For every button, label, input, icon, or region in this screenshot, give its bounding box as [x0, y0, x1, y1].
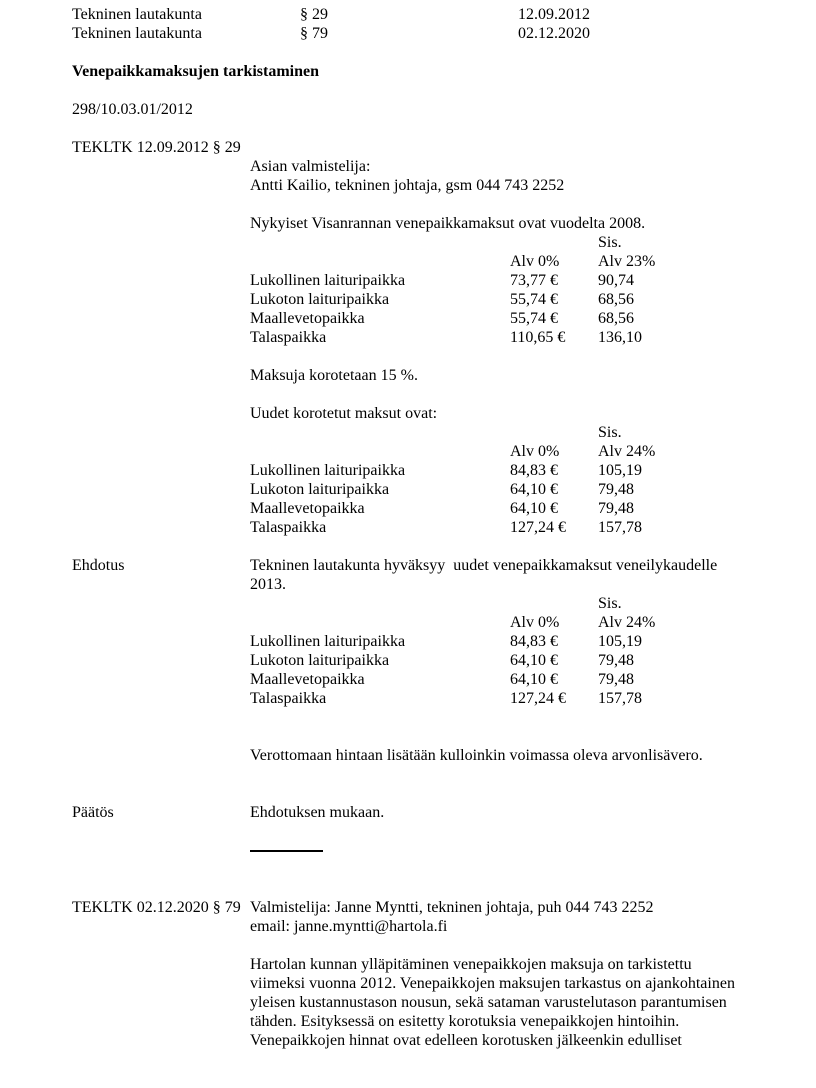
new-fees-intro-line	[72, 404, 816, 423]
table-header-line	[72, 252, 816, 271]
blank-line	[72, 195, 816, 214]
blank-line	[72, 708, 816, 727]
fee-name: Lukollinen laituripaikka	[250, 633, 406, 650]
proposal-label: Ehdotus	[72, 557, 125, 574]
preparer-email-line	[72, 917, 816, 936]
decision-label: Päätös	[72, 804, 114, 821]
fee-incl: 105,19	[598, 462, 642, 479]
fee-name: Talaspaikka	[250, 329, 327, 346]
fee-incl: 68,56	[598, 310, 634, 327]
paragraph-line	[72, 1012, 816, 1031]
case-number-line	[72, 100, 816, 119]
fee-incl: 105,19	[598, 633, 642, 650]
fee-incl: 157,78	[598, 519, 642, 536]
new-fees-intro: Uudet korotetut maksut ovat:	[250, 405, 438, 422]
table-row	[72, 480, 816, 499]
committee-name: Tekninen lautakunta	[72, 6, 202, 23]
fee-excl: 84,83 €	[510, 633, 558, 650]
fee-incl: 68,56	[598, 291, 634, 308]
table-incl-label-line	[72, 423, 816, 442]
preparer-line	[72, 176, 816, 195]
blank-line	[72, 784, 816, 803]
fee-name: Lukoton laituripaikka	[250, 652, 390, 669]
fee-name: Maallevetopaikka	[250, 671, 365, 688]
table-row	[72, 518, 816, 537]
increase-note-line	[72, 366, 816, 385]
header-row	[72, 24, 816, 43]
fee-incl: 90,74	[598, 272, 634, 289]
meeting-date: 12.09.2012	[518, 6, 590, 23]
table-incl-label: Sis.	[598, 595, 622, 612]
fee-incl: 79,48	[598, 671, 634, 688]
proposal-line	[72, 556, 816, 575]
paragraph-text: Venepaikkojen hinnat ovat edelleen korotusken jälkeenkin edulliset	[250, 1032, 682, 1049]
preparer-email: email: janne.myntti@hartola.fi	[250, 918, 448, 935]
blank-line	[72, 43, 816, 62]
col-header-excl: Alv 0%	[510, 614, 560, 631]
paragraph-text: viimeksi vuonna 2012. Venepaikkojen maksujen tarkastus on ajankohtainen	[250, 975, 735, 992]
paragraph-line	[72, 955, 816, 974]
preparer-label-line	[72, 157, 816, 176]
paragraph-line	[72, 993, 816, 1012]
fee-name: Talaspaikka	[250, 519, 327, 536]
section-heading-line	[72, 138, 816, 157]
title-line	[72, 62, 816, 81]
blank-line	[72, 81, 816, 100]
paragraph-text: yleisen kustannustason nousun, sekä sataman varustelutason parantumisen	[250, 994, 727, 1011]
fee-incl: 79,48	[598, 652, 634, 669]
blank-line	[72, 537, 816, 556]
fee-excl: 64,10 €	[510, 671, 558, 688]
header-row	[72, 5, 816, 24]
blank-line	[72, 860, 816, 879]
fee-incl: 79,48	[598, 500, 634, 517]
fee-excl: 73,77 €	[510, 272, 558, 289]
fee-name: Lukoton laituripaikka	[250, 291, 390, 308]
table-row	[72, 309, 816, 328]
section-heading-2020: TEKLTK 02.12.2020 § 79	[72, 899, 241, 916]
col-header-incl: Alv 23%	[598, 253, 656, 270]
col-header-excl: Alv 0%	[510, 443, 560, 460]
table-row	[72, 499, 816, 518]
table-row	[72, 271, 816, 290]
blank-line	[72, 347, 816, 366]
committee-name: Tekninen lautakunta	[72, 25, 202, 42]
table-row	[72, 670, 816, 689]
paragraph-text: tähden. Esityksessä on esitetty korotuksia venepaikkojen hintoihin.	[250, 1013, 680, 1030]
fee-name: Lukollinen laituripaikka	[250, 272, 406, 289]
fee-name: Talaspaikka	[250, 690, 327, 707]
paragraph-text: Hartolan kunnan ylläpitäminen venepaikkojen maksuja on tarkistettu	[250, 956, 692, 973]
fee-excl: 64,10 €	[510, 652, 558, 669]
table-incl-label: Sis.	[598, 234, 622, 251]
increase-note: Maksuja korotetaan 15 %.	[250, 367, 418, 384]
table-row	[72, 689, 816, 708]
fee-incl: 79,48	[598, 481, 634, 498]
case-number: 298/10.03.01/2012	[72, 101, 193, 118]
fee-excl: 64,10 €	[510, 481, 558, 498]
fee-excl: 64,10 €	[510, 500, 558, 517]
blank-line	[72, 879, 816, 898]
fee-incl: 136,10	[598, 329, 642, 346]
fee-excl: 55,74 €	[510, 310, 558, 327]
proposal-text-line2: 2013.	[250, 576, 286, 593]
fee-excl: 127,24 €	[510, 690, 566, 707]
blank-line	[72, 119, 816, 138]
blank-line	[72, 936, 816, 955]
fee-excl: 55,74 €	[510, 291, 558, 308]
table-header-line	[72, 442, 816, 461]
blank-line	[72, 385, 816, 404]
section-ref: § 79	[300, 25, 328, 42]
paragraph-line	[72, 974, 816, 993]
col-header-incl: Alv 24%	[598, 614, 656, 631]
fee-name: Maallevetopaikka	[250, 310, 365, 327]
fee-excl: 110,65 €	[510, 329, 566, 346]
table-incl-label-line	[72, 594, 816, 613]
fee-name: Maallevetopaikka	[250, 500, 365, 517]
vat-note-line	[72, 746, 816, 765]
fee-incl: 157,78	[598, 690, 642, 707]
col-header-excl: Alv 0%	[510, 253, 560, 270]
preparer-label: Asian valmistelija:	[250, 158, 371, 175]
current-fees-intro: Nykyiset Visanrannan venepaikkamaksut ovat vuodelta 2008.	[250, 215, 646, 232]
section-ref: § 29	[300, 6, 328, 23]
table-row	[72, 632, 816, 651]
separator-line-row	[72, 841, 816, 860]
fee-name: Lukollinen laituripaikka	[250, 462, 406, 479]
blank-line	[72, 727, 816, 746]
proposal-line2	[72, 575, 816, 594]
fee-name: Lukoton laituripaikka	[250, 481, 390, 498]
paragraph-line	[72, 1031, 816, 1050]
section-heading-line	[72, 898, 816, 917]
table-incl-label-line	[72, 233, 816, 252]
blank-line	[72, 822, 816, 841]
proposal-text-line1: Tekninen lautakunta hyväksyy uudet venepaikkamaksut veneilykaudelle	[250, 557, 718, 574]
table-header-line	[72, 613, 816, 632]
table-row	[72, 328, 816, 347]
decision-line	[72, 803, 816, 822]
document-title: Venepaikkamaksujen tarkistaminen	[72, 63, 320, 80]
blank-line	[72, 765, 816, 784]
fee-excl: 84,83 €	[510, 462, 558, 479]
table-row	[72, 651, 816, 670]
current-fees-intro-line	[72, 214, 816, 233]
vat-note: Verottomaan hintaan lisätään kulloinkin voimassa oleva arvonlisävero.	[250, 747, 703, 764]
preparer-info: Valmistelija: Janne Myntti, tekninen johtaja, puh 044 743 2252	[250, 899, 654, 916]
section-heading-2012: TEKLTK 12.09.2012 § 29	[72, 139, 241, 156]
table-row	[72, 290, 816, 309]
table-incl-label: Sis.	[598, 424, 622, 441]
decision-text: Ehdotuksen mukaan.	[250, 804, 385, 821]
fee-excl: 127,24 €	[510, 519, 566, 536]
table-row	[72, 461, 816, 480]
meeting-date: 02.12.2020	[518, 25, 590, 42]
separator-rule	[250, 850, 323, 852]
preparer-info: Antti Kailio, tekninen johtaja, gsm 044 743 2252	[250, 177, 565, 194]
col-header-incl: Alv 24%	[598, 443, 656, 460]
